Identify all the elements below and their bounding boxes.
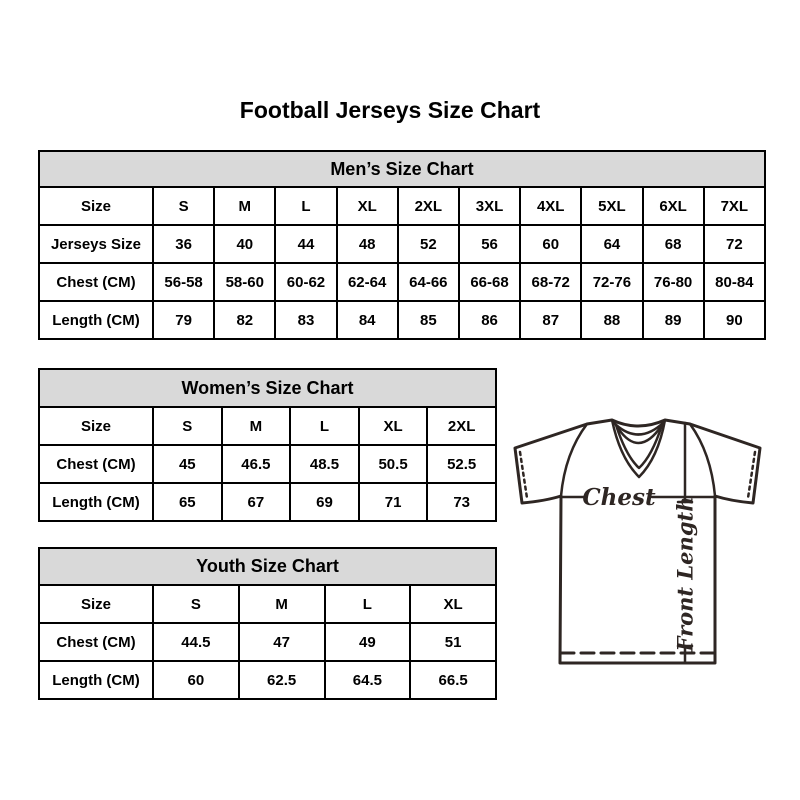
table-cell: 7XL [704,187,765,225]
page-title: Football Jerseys Size Chart [239,97,541,123]
table-cell: 72-76 [581,263,642,301]
womens-size-table [38,368,497,522]
table-cell: 45 [153,445,222,483]
table-cell: 71 [359,483,428,521]
table-cell: 62.5 [239,661,325,699]
table-cell: 52.5 [427,445,496,483]
row-header-cell: Chest (CM) [39,263,153,301]
table-cell: 44 [275,225,336,263]
table-row [39,301,765,339]
row-header-cell: Length (CM) [39,483,153,521]
table-cell: 88 [581,301,642,339]
table-cell: 76-80 [643,263,704,301]
table-cell: 48.5 [290,445,359,483]
table-cell: 83 [275,301,336,339]
table-row [39,187,765,225]
table-row [39,225,765,263]
table-cell: 85 [398,301,459,339]
table-row [39,585,496,623]
youth-size-table [38,547,497,700]
table-cell: 66-68 [459,263,520,301]
table-cell: M [222,407,291,445]
table-cell: 86 [459,301,520,339]
table-cell: 73 [427,483,496,521]
table-cell: 64 [581,225,642,263]
table-cell: 2XL [398,187,459,225]
right-sleeve-seam [690,424,715,496]
table-cell: 64.5 [325,661,411,699]
jersey-outline [515,420,760,663]
youth-table-title: Youth Size Chart [39,548,496,585]
chest-label: Chest [582,484,656,511]
table-cell: 5XL [581,187,642,225]
table-row [39,661,496,699]
table-cell: 72 [704,225,765,263]
table-cell: 51 [410,623,496,661]
row-header-cell: Length (CM) [39,301,153,339]
mens-size-table [38,150,766,340]
table-cell: 68 [643,225,704,263]
table-cell: 64-66 [398,263,459,301]
table-cell: 40 [214,225,275,263]
table-cell: 90 [704,301,765,339]
table-cell: 3XL [459,187,520,225]
table-cell: 60 [520,225,581,263]
table-cell: M [214,187,275,225]
table-row [39,623,496,661]
table-cell: L [290,407,359,445]
table-cell: S [153,407,222,445]
table-cell: 68-72 [520,263,581,301]
table-cell: 52 [398,225,459,263]
table-header-row [39,369,496,407]
table-header-row [39,548,496,585]
table-cell: 82 [214,301,275,339]
table-cell: 79 [153,301,214,339]
table-cell: 50.5 [359,445,428,483]
table-cell: 48 [337,225,398,263]
table-cell: 69 [290,483,359,521]
table-cell: 87 [520,301,581,339]
front-length-label: Front Length [672,496,698,652]
table-header-row [39,151,765,187]
table-cell: 62-64 [337,263,398,301]
table-cell: L [275,187,336,225]
table-cell: 6XL [643,187,704,225]
table-cell: XL [410,585,496,623]
row-header-cell: Size [39,187,153,225]
table-cell: 56 [459,225,520,263]
table-cell: 60 [153,661,239,699]
table-cell: 56-58 [153,263,214,301]
row-header-cell: Chest (CM) [39,445,153,483]
table-cell: 4XL [520,187,581,225]
mens-table-title: Men’s Size Chart [39,151,765,187]
table-row [39,445,496,483]
table-cell: XL [337,187,398,225]
vneck-inner [616,425,662,468]
table-row [39,263,765,301]
table-cell: S [153,585,239,623]
table-cell: S [153,187,214,225]
table-cell: 49 [325,623,411,661]
table-cell: L [325,585,411,623]
row-header-cell: Jerseys Size [39,225,153,263]
table-cell: 60-62 [275,263,336,301]
table-cell: 67 [222,483,291,521]
table-cell: 66.5 [410,661,496,699]
row-header-cell: Chest (CM) [39,623,153,661]
table-row [39,407,496,445]
table-cell: 65 [153,483,222,521]
table-cell: XL [359,407,428,445]
row-header-cell: Length (CM) [39,661,153,699]
row-header-cell: Size [39,585,153,623]
table-cell: 47 [239,623,325,661]
table-cell: 84 [337,301,398,339]
table-row [39,483,496,521]
table-cell: 46.5 [222,445,291,483]
table-cell: 80-84 [704,263,765,301]
jersey-diagram [505,398,777,690]
table-cell: 36 [153,225,214,263]
table-cell: M [239,585,325,623]
table-cell: 89 [643,301,704,339]
table-cell: 44.5 [153,623,239,661]
table-cell: 2XL [427,407,496,445]
table-cell: 58-60 [214,263,275,301]
row-header-cell: Size [39,407,153,445]
womens-table-title: Women’s Size Chart [39,369,496,407]
